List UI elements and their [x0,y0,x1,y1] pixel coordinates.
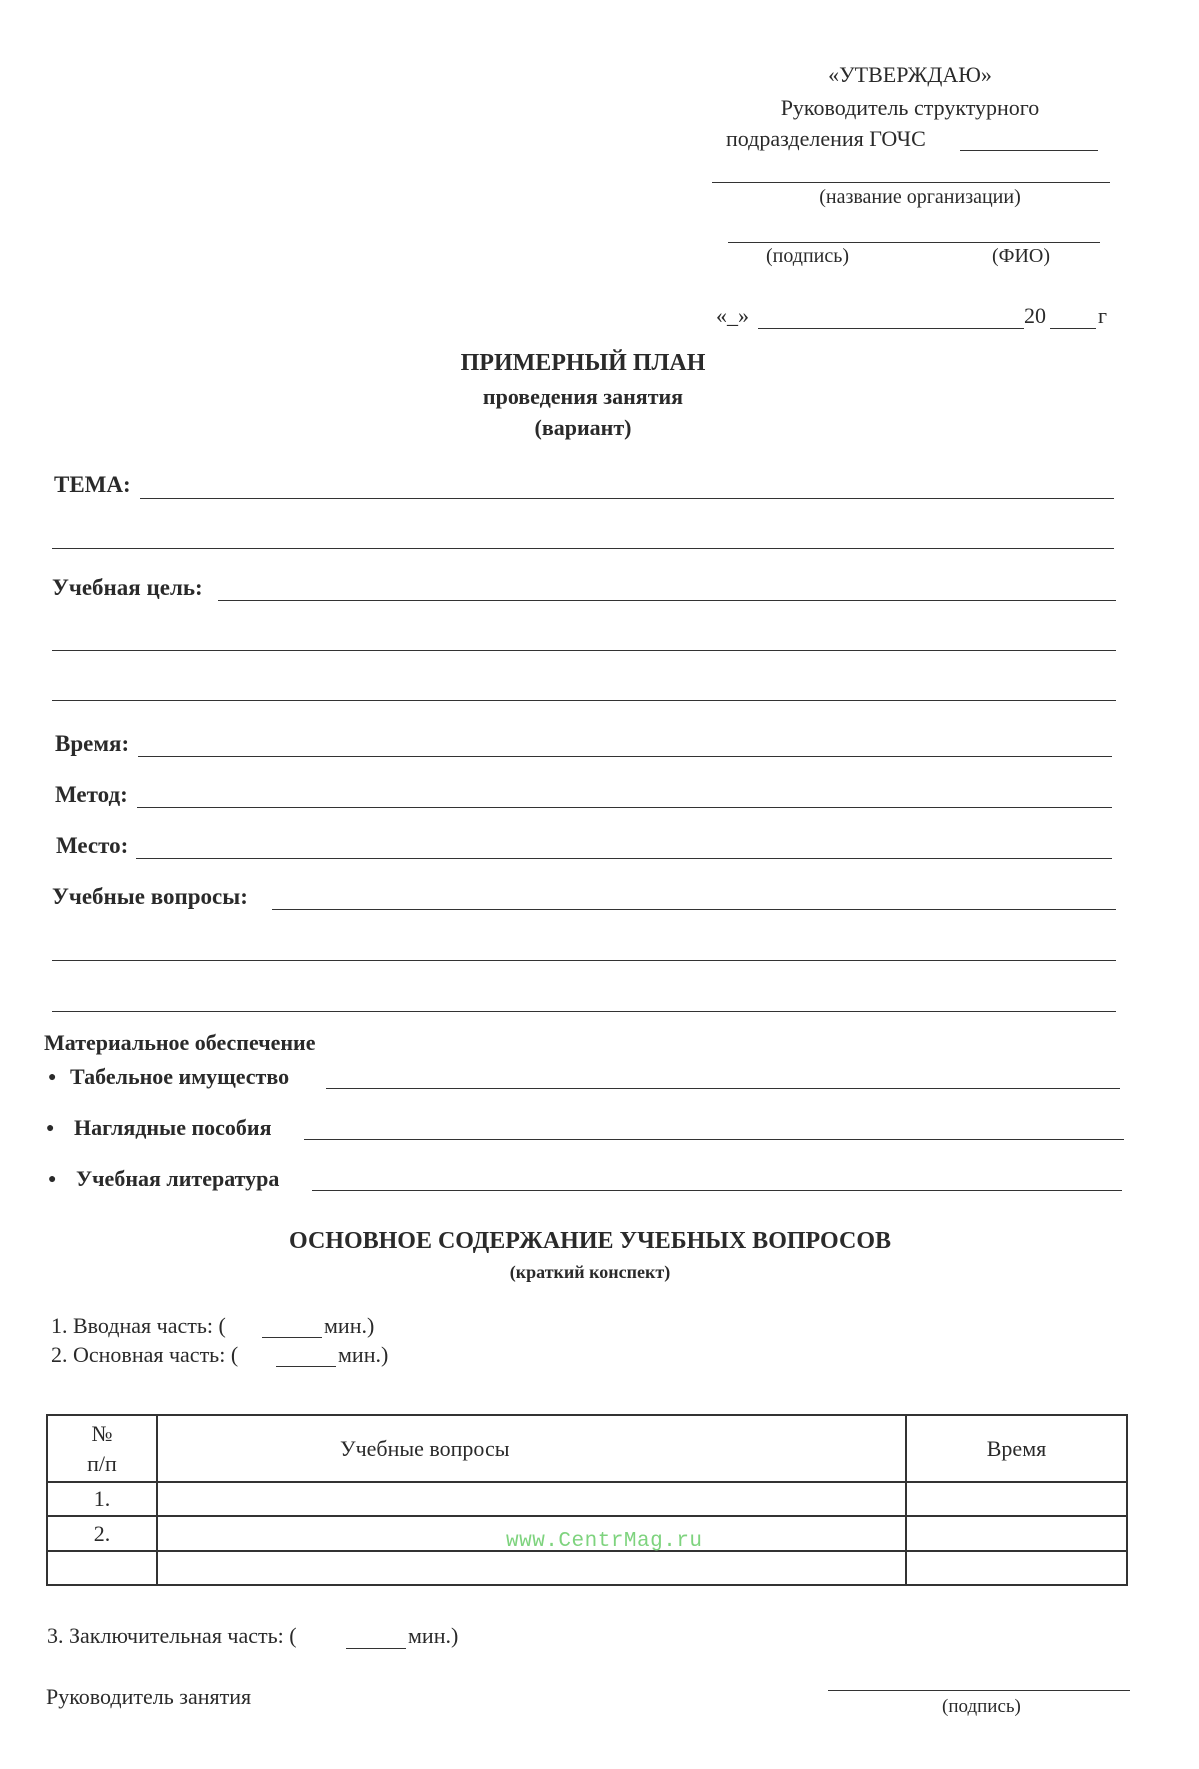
goal-line-2 [52,650,1116,651]
table-header-num-line2: п/п [87,1450,117,1476]
part2-suffix: мин.) [338,1342,389,1367]
page-subtitle: проведения занятия [482,384,684,409]
org-name-caption: (название организации) [819,186,1021,208]
time-label: Время: [55,731,130,756]
place-line [136,858,1112,859]
watermark: www.CentrMag.ru [506,1530,703,1553]
date-open: «_» [716,303,749,328]
leader-signature-line [828,1690,1130,1691]
date-year: 20 [1024,303,1046,328]
material-item-1: Табельное имущество [70,1064,290,1089]
table-row-num: 1. [47,1482,157,1516]
table-row-time[interactable] [906,1482,1127,1516]
table-header-row [47,1415,1127,1482]
method-line [137,807,1112,808]
leader-label: Руководитель занятия [46,1684,252,1709]
approval-line1: Руководитель структурного [780,95,1040,120]
content-heading: ОСНОВНОЕ СОДЕРЖАНИЕ УЧЕБНЫХ ВОПРОСОВ [288,1228,892,1254]
table-header-questions: Учебные вопросы [157,1415,906,1482]
signature-caption: (подпись) [766,245,850,267]
material-item-2: Наглядные пособия [74,1115,272,1140]
goal-line-3 [52,700,1116,701]
page-title: ПРИМЕРНЫЙ ПЛАН [460,350,706,376]
bullet-icon: ● [48,1172,57,1187]
part1-blank [262,1337,322,1338]
part1-prefix: 1. Вводная часть: ( [51,1313,226,1338]
approval-heading: «УТВЕРЖДАЮ» [828,62,992,87]
questions-line-2 [52,960,1116,961]
material-line-2 [304,1139,1124,1140]
place-label: Место: [56,833,129,858]
method-label: Метод: [55,782,128,807]
content-subheading: (краткий конспект) [509,1262,671,1282]
approval-line2: подразделения ГОЧС [726,126,926,151]
part3-suffix: мин.) [408,1623,459,1648]
table-row-time[interactable] [906,1516,1127,1551]
table-row-num: 2. [47,1516,157,1551]
questions-label: Учебные вопросы: [52,884,248,909]
name-caption: (ФИО) [992,245,1051,267]
questions-table [46,1414,1128,1586]
approval-line2-blank [960,150,1098,151]
table-row [47,1551,1127,1585]
topic-line-2 [52,548,1114,549]
topic-line-1 [140,498,1114,499]
material-line-1 [326,1088,1120,1089]
questions-line-1 [272,909,1116,910]
goal-line-1 [218,600,1116,601]
material-heading: Материальное обеспечение [44,1030,316,1055]
part3-blank [346,1648,406,1649]
part3-prefix: 3. Заключительная часть: ( [47,1623,297,1648]
org-name-line [712,182,1110,183]
table-header-time: Время [906,1415,1127,1482]
table-header-num [47,1415,157,1482]
part2-blank [276,1366,336,1367]
topic-label: ТЕМА: [54,472,131,497]
table-row-num [47,1551,157,1585]
material-item-3: Учебная литература [76,1166,280,1191]
signature-name-line [728,242,1100,243]
bullet-icon: ● [46,1121,55,1136]
page-variant: (вариант) [534,415,632,440]
table-header-num-line1: № [91,1420,113,1446]
time-line [138,756,1112,757]
material-line-3 [312,1190,1122,1191]
table-row-question[interactable] [157,1551,906,1585]
part1-suffix: мин.) [324,1313,375,1338]
table-row-question[interactable] [157,1482,906,1516]
date-year-line [1050,328,1096,329]
part2-prefix: 2. Основная часть: ( [51,1342,239,1367]
table-row-time[interactable] [906,1551,1127,1585]
date-month-line [758,328,1024,329]
table-row [47,1482,1127,1516]
questions-line-3 [52,1011,1116,1012]
leader-signature-caption: (подпись) [942,1696,1021,1717]
goal-label: Учебная цель: [52,575,203,600]
bullet-icon: ● [48,1070,57,1085]
date-suffix: г [1098,303,1108,328]
